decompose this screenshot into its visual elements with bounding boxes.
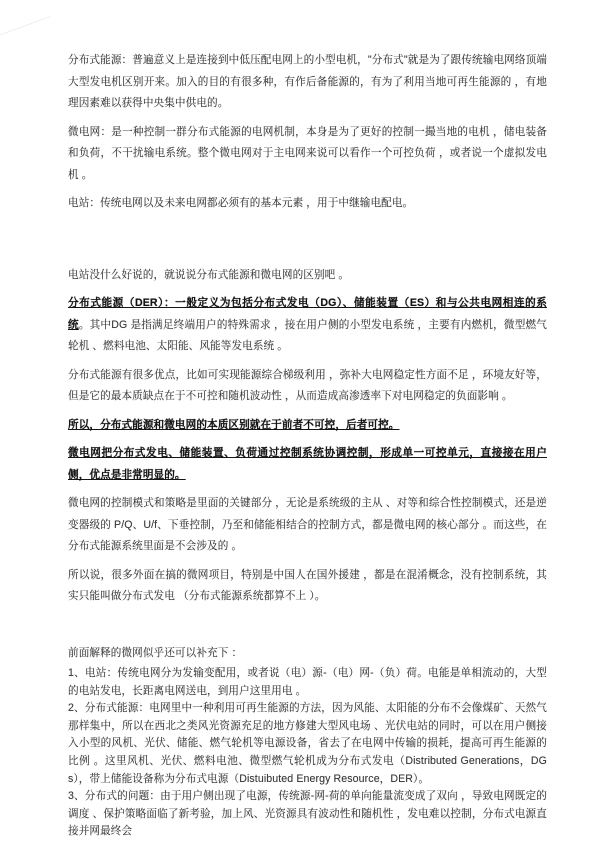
para-def-station: [68, 193, 547, 215]
body-text: 电站没什么好说的，就说说分布式能源和微电网的区别吧 。: [68, 268, 350, 281]
body-text: 1、电站：传统电网分为发输变配用，或者说（电）源-（电）网-（负）荷。电能是单相流动的，大型的电站发电，长距离电网送电，到用户这里用电 。: [68, 667, 547, 697]
body-text: 微电网的控制模式和策略是里面的关键部分 ，无论是系统级的主从 、对等和综合性控制模式，还是逆变器级的 P/Q、U/f、下垂控制，乃至和储能相结合的控制方式，都是微电网的核心部分 。而这些，在分布式能源系统里面是不会涉及的 。: [68, 497, 547, 552]
emphasized-text: 所以，分布式能源和微电网的本质区别就在于前者不可控，后者可控。: [68, 418, 400, 431]
document-body: [68, 50, 547, 841]
scan-artifact-line: [0, 16, 50, 37]
list-item-1-station: [68, 665, 547, 700]
para-key-difference: [68, 415, 547, 437]
para-microgrid-advantage: [68, 443, 547, 486]
para-def-distributed-energy: [68, 50, 547, 115]
body-text: 。其中DG 是指满足终端用户的特殊需求 ，接在用户侧的小型发电系统 ，主要有内燃机，微型燃气轮机 、燃料电池、太阳能、风能等发电系统 。: [68, 318, 547, 352]
body-text: 前面解释的微网似乎还可以补充下 ：: [68, 646, 243, 659]
list-item-3-problems: [68, 788, 547, 841]
body-text: 电站：传统电网以及未来电网都必须有的基本元素 ，用于中继输电配电。: [68, 197, 414, 209]
para-misuse-projects: [68, 565, 547, 608]
body-text: 2、分布式能源：电网里中一种利用可再生能源的方法，因为风能、太阳能的分布不会像煤矿、天然气那样集中，所以在西北之类风光资源充足的地方修建大型风电场 、光伏电站的同时，可以在用户侧接入小型的风机、光伏、储能、燃气轮机等电源设备，省去了在电网中传输的损耗，提高可再生能源的比例 。这里风机、光伏、燃料电池、微型燃气轮机成为分布式发电（Distributed Generations，DGs），带上储能设备称为分布式电源（Distuibuted Energy Resource，DER）。: [68, 702, 547, 785]
para-der-definition: [68, 293, 547, 358]
para-supplement-intro: [68, 645, 547, 663]
body-text: 微电网：是一种控制一群分布式能源的电网机制，本身是为了更好的控制一撮当地的电机 ，储电装备和负荷，不干扰输电系统。整个微电网对于主电网来说可以看作一个可控负荷 ，或者说一个虚拟发电机 。: [68, 125, 547, 181]
para-der-pros-cons: [68, 365, 547, 408]
list-item-2-distributed-energy: [68, 700, 547, 788]
para-def-microgrid: [68, 122, 547, 187]
emphasized-text: 分布式能源（DER）：一般定义为包括分布式发电（DG）、储能装置（ES）和与公共电网相连的系统: [68, 297, 547, 331]
para-transition: [68, 265, 547, 287]
body-text: 所以说，很多外面在搞的微网项目，特别是中国人在国外援建 ，都是在混淆概念，没有控制系统，其实只能叫做分布式发电 （分布式能源系统都算不上 ）。: [68, 568, 547, 602]
body-text: 分布式能源：普遍意义上是连接到中低压配电网上的小型电机，"分布式"就是为了跟传统输电网络顶端大型发电机区别开来。加入的目的有很多种，有作后备能源的，有为了利用当地可再生能源的 ，有地理因素难以获得中央集中供电的。: [68, 54, 547, 109]
body-text: 分布式能源有很多优点，比如可实现能源综合梯级利用 ，弥补大电网稳定性方面不足 ，环境友好等，但是它的最本质缺点在于不可控和随机波动性 ，从而造成高渗透率下对电网稳定的负面影响 。: [68, 368, 547, 402]
emphasized-text: 微电网把分布式发电、储能装置、负荷通过控制系统协调控制，形成单一可控单元，直接接在用户侧，优点是非常明显的。: [68, 447, 547, 481]
body-text: 3、分布式的问题：由于用户侧出现了电源，传统源-网-荷的单向能量流变成了双向 ，导致电网既定的调度 、保护策略面临了新考验，加上风、光资源具有波动性和随机性 ，发电难以控制，分布式电源直接并网最终会: [68, 790, 547, 838]
para-control-modes: [68, 493, 547, 558]
